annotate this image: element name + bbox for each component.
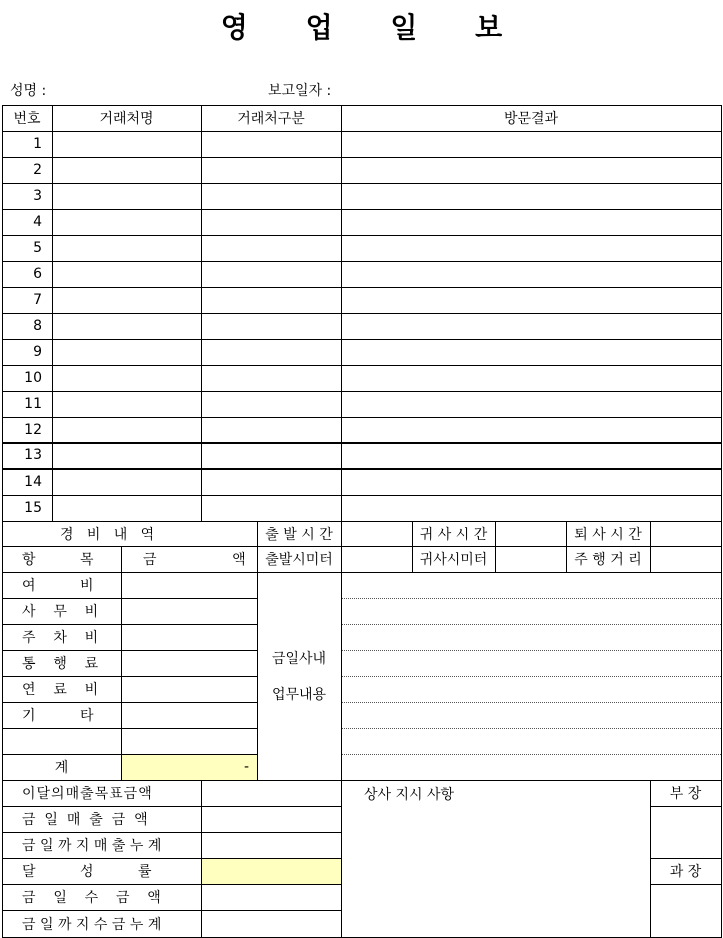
row-number: 7 [33,292,42,308]
col-header-client-type: 거래처구분 [237,111,305,127]
expense-item-fuel: 연 료 비 [22,682,99,698]
expense-col-item: 항 목 [22,552,94,568]
expense-item-toll: 통 행 료 [22,656,99,672]
row-number: 6 [33,266,42,282]
supervisor-instructions-label: 상사 지시 사항 [364,787,455,803]
depart-meter-label: 출발시미터 [265,552,333,568]
expense-item-other: 기 타 [22,708,94,724]
today-sales-label: 금 일 매 출 금 액 [22,812,148,828]
row-number: 2 [33,162,42,178]
row-number: 8 [33,318,42,334]
document-title: 영 업 일 보 [220,11,527,44]
expense-col-amount: 금 액 [143,552,246,568]
today-collection-label: 금 일 수 금 액 [22,890,161,906]
row-number: 10 [24,370,42,386]
row-number: 1 [33,136,42,152]
depart-time-label: 출 발 시 간 [265,526,333,543]
monthly-sales-target-label: 이달의매출목표금액 [22,786,153,802]
return-meter-label: 귀사시미터 [419,552,488,568]
today-work-label-1: 금일사내 [271,651,327,667]
expense-item-parking: 주 차 비 [22,630,99,646]
achievement-rate-label: 달 성 률 [22,864,152,880]
row-number: 9 [33,344,42,360]
row-number: 13 [24,447,42,463]
expense-item-blank [22,728,121,754]
expense-total-label: 계 [54,760,69,776]
expense-header: 경 비 내 역 [60,526,155,543]
leave-time-label: 퇴 사 시 간 [574,526,642,543]
cumulative-collection-label: 금 일 까 지 수 금 누 계 [22,916,162,933]
col-header-number: 번호 [13,111,41,127]
row-number: 5 [33,240,42,256]
row-number: 12 [24,421,42,438]
name-label: 성명 : [10,83,47,99]
row-number: 14 [24,473,42,490]
manager-approval-label: 부 장 [669,786,702,802]
today-work-label-2: 업무내용 [271,687,327,703]
row-number: 15 [24,500,42,516]
expense-total-value: - [243,759,249,775]
report-date-label: 보고일자 : [268,83,332,99]
driving-distance-label: 주 행 거 리 [574,552,642,568]
cumulative-sales-label: 금 일 까 지 매 출 누 계 [22,838,162,854]
row-number: 3 [33,188,42,204]
col-header-visit-result: 방문결과 [503,111,559,127]
col-header-client-name: 거래처명 [99,111,154,127]
return-time-label: 귀 사 시 간 [419,526,488,543]
expense-item-office: 사 무 비 [22,604,99,620]
row-number: 4 [33,214,42,230]
expense-item-travel: 여 비 [22,578,94,594]
row-number: 11 [24,396,42,412]
section-chief-approval-label: 과 장 [669,864,702,880]
